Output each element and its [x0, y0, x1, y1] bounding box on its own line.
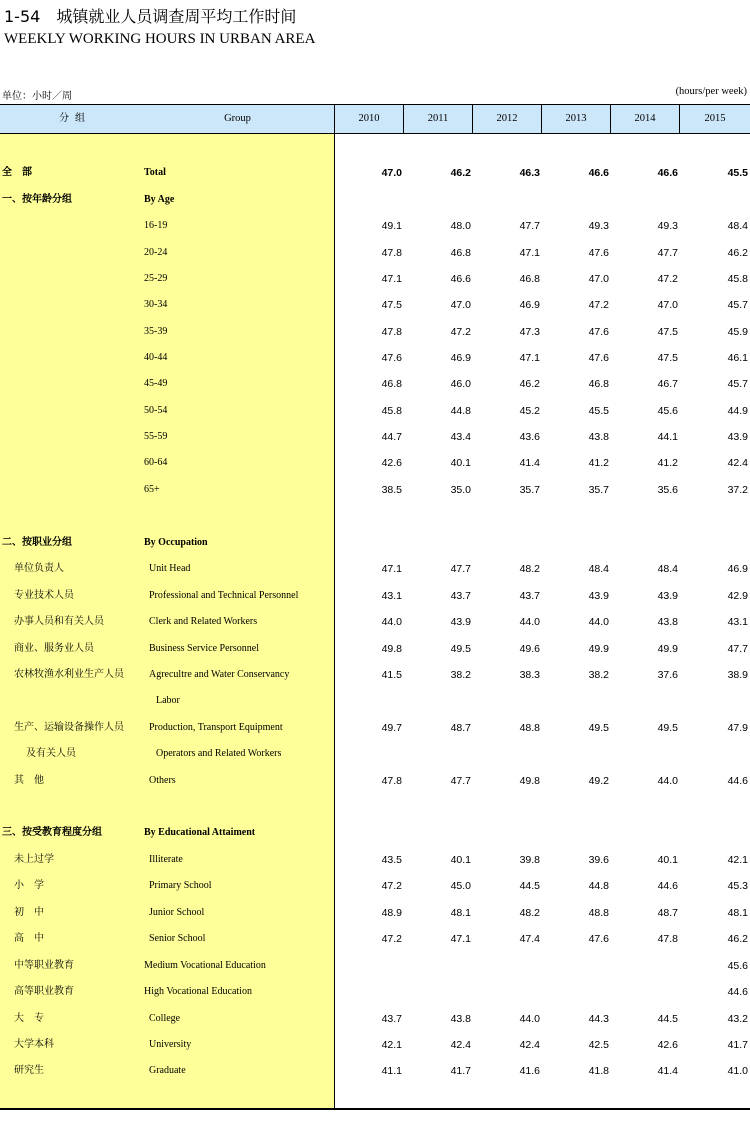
row-label-cn: 农林牧渔水利业生产人员 [14, 669, 124, 680]
cell-value-2010: 47.2 [381, 933, 402, 945]
row-label-en: Production, Transport Equipment [149, 722, 283, 733]
cell-value-2010: 49.7 [381, 722, 402, 734]
row-label-cn: 三、按受教育程度分组 [2, 827, 102, 838]
cell-value-2012: 35.7 [519, 484, 540, 496]
header-year-2012: 2012 [496, 113, 518, 124]
cell-value-2011: 40.1 [450, 854, 471, 866]
cell-value-2012: 47.1 [519, 247, 540, 259]
cell-value-2012: 39.8 [519, 854, 540, 866]
cell-value-2013: 42.5 [588, 1039, 609, 1051]
row-label-cn: 中等职业教育 [14, 960, 74, 971]
table-row [0, 666, 750, 684]
row-label-en: By Occupation [144, 537, 208, 548]
row-label-en: 30-34 [144, 299, 168, 310]
row-label-cn: 一、按年龄分组 [2, 194, 72, 205]
cell-value-2014: 46.6 [657, 167, 678, 179]
header-year-2010: 2010 [358, 113, 380, 124]
header-year-2014: 2014 [634, 113, 656, 124]
table-row [0, 402, 750, 420]
cell-value-2010: 43.1 [381, 590, 402, 602]
cell-value-2014: 43.9 [657, 590, 678, 602]
table-row [0, 454, 750, 472]
header-year-2013: 2013 [565, 113, 587, 124]
table-row [0, 164, 750, 182]
cell-value-2010: 43.5 [381, 854, 402, 866]
cell-value-2014: 40.1 [657, 854, 678, 866]
header-group-cn: 分组 [59, 113, 91, 124]
cell-value-2015: 47.9 [727, 722, 748, 734]
cell-value-2013: 49.9 [588, 643, 609, 655]
header-year-2015: 2015 [704, 113, 726, 124]
cell-value-2011: 47.7 [450, 775, 471, 787]
row-label-en: 25-29 [144, 273, 168, 284]
header-group-en: Group [224, 113, 251, 124]
cell-value-2015: 42.9 [727, 590, 748, 602]
cell-value-2014: 41.2 [657, 457, 678, 469]
cell-value-2015: 45.8 [727, 273, 748, 285]
cell-value-2011: 47.0 [450, 299, 471, 311]
row-label-cn: 初 中 [14, 907, 44, 918]
cell-value-2012: 49.8 [519, 775, 540, 787]
cell-value-2011: 49.5 [450, 643, 471, 655]
cell-value-2010: 47.2 [381, 880, 402, 892]
cell-value-2010: 45.8 [381, 405, 402, 417]
cell-value-2013: 47.0 [588, 273, 609, 285]
row-label-en: 40-44 [144, 352, 168, 363]
row-label-en: Graduate [149, 1065, 186, 1076]
cell-value-2014: 44.5 [657, 1013, 678, 1025]
cell-value-2010: 47.6 [381, 352, 402, 364]
cell-value-2011: 48.0 [450, 220, 471, 232]
table-row [0, 692, 750, 710]
cell-value-2014: 41.4 [657, 1065, 678, 1077]
unit-label-cn: 单位：小时／周 [2, 91, 72, 102]
cell-value-2012: 45.2 [519, 405, 540, 417]
cell-value-2015: 45.9 [727, 326, 748, 338]
cell-value-2013: 43.9 [588, 590, 609, 602]
table-row [0, 772, 750, 790]
cell-value-2011: 43.8 [450, 1013, 471, 1025]
cell-value-2012: 46.8 [519, 273, 540, 285]
cell-value-2012: 46.9 [519, 299, 540, 311]
cell-value-2013: 45.5 [588, 405, 609, 417]
cell-value-2010: 42.6 [381, 457, 402, 469]
cell-value-2010: 38.5 [381, 484, 402, 496]
row-label-cn: 其 他 [14, 775, 44, 786]
table-row [0, 349, 750, 367]
row-label-en: Medium Vocational Education [144, 960, 266, 971]
cell-value-2013: 41.8 [588, 1065, 609, 1077]
row-label-cn: 未上过学 [14, 854, 54, 865]
cell-value-2015: 42.1 [727, 854, 748, 866]
row-label-cn: 及有关人员 [26, 748, 76, 759]
cell-value-2010: 42.1 [381, 1039, 402, 1051]
table-row [0, 296, 750, 314]
cell-value-2014: 35.6 [657, 484, 678, 496]
row-label-en: Others [149, 775, 176, 786]
row-label-en: 35-39 [144, 326, 168, 337]
cell-value-2010: 48.9 [381, 907, 402, 919]
cell-value-2015: 45.3 [727, 880, 748, 892]
row-label-en: High Vocational Education [144, 986, 252, 997]
cell-value-2012: 44.5 [519, 880, 540, 892]
cell-value-2014: 37.6 [657, 669, 678, 681]
row-label-cn: 大 专 [14, 1013, 44, 1024]
cell-value-2010: 41.5 [381, 669, 402, 681]
table-row [0, 851, 750, 869]
cell-value-2011: 47.2 [450, 326, 471, 338]
cell-value-2011: 46.6 [450, 273, 471, 285]
cell-value-2015: 47.7 [727, 643, 748, 655]
row-label-en: 20-24 [144, 247, 168, 258]
table-row [0, 613, 750, 631]
table-row [0, 957, 750, 975]
cell-value-2015: 46.2 [727, 933, 748, 945]
cell-value-2015: 44.6 [727, 986, 748, 998]
cell-value-2015: 45.7 [727, 299, 748, 311]
table-row [0, 719, 750, 737]
cell-value-2013: 47.6 [588, 352, 609, 364]
cell-value-2012: 47.1 [519, 352, 540, 364]
cell-value-2015: 48.4 [727, 220, 748, 232]
table-row [0, 745, 750, 763]
row-label-cn: 二、按职业分组 [2, 537, 72, 548]
row-label-en: Agrecultre and Water Conservancy [149, 669, 290, 680]
cell-value-2013: 39.6 [588, 854, 609, 866]
cell-value-2012: 43.6 [519, 431, 540, 443]
cell-value-2013: 49.3 [588, 220, 609, 232]
cell-value-2012: 43.7 [519, 590, 540, 602]
header-year-2011: 2011 [427, 113, 449, 124]
cell-value-2013: 47.6 [588, 933, 609, 945]
cell-value-2015: 43.1 [727, 616, 748, 628]
cell-value-2013: 48.4 [588, 563, 609, 575]
cell-value-2014: 42.6 [657, 1039, 678, 1051]
cell-value-2014: 48.7 [657, 907, 678, 919]
row-label-cn: 小 学 [14, 880, 44, 891]
cell-value-2011: 47.1 [450, 933, 471, 945]
row-label-en: College [149, 1013, 181, 1024]
cell-value-2010: 41.1 [381, 1065, 402, 1077]
cell-value-2010: 47.5 [381, 299, 402, 311]
cell-value-2013: 48.8 [588, 907, 609, 919]
cell-value-2011: 38.2 [450, 669, 471, 681]
row-label-en: 16-19 [144, 220, 168, 231]
cell-value-2010: 49.8 [381, 643, 402, 655]
row-label-cn: 全 部 [2, 167, 32, 178]
cell-value-2014: 44.1 [657, 431, 678, 443]
cell-value-2012: 47.7 [519, 220, 540, 232]
cell-value-2010: 47.1 [381, 273, 402, 285]
cell-value-2014: 47.5 [657, 352, 678, 364]
cell-value-2012: 47.3 [519, 326, 540, 338]
row-label-en: Clerk and Related Workers [149, 616, 258, 627]
row-label-en: Total [144, 167, 166, 178]
table-row [0, 217, 750, 235]
cell-value-2013: 47.6 [588, 326, 609, 338]
cell-value-2012: 42.4 [519, 1039, 540, 1051]
cell-value-2011: 45.0 [450, 880, 471, 892]
cell-value-2013: 46.8 [588, 378, 609, 390]
cell-value-2015: 43.9 [727, 431, 748, 443]
row-label-cn: 商业、服务业人员 [14, 643, 94, 654]
cell-value-2014: 46.7 [657, 378, 678, 390]
cell-value-2011: 46.8 [450, 247, 471, 259]
cell-value-2012: 48.8 [519, 722, 540, 734]
page-title: 1-54 城镇就业人员调查周平均工作时间 [4, 7, 297, 26]
cell-value-2012: 49.6 [519, 643, 540, 655]
cell-value-2010: 49.1 [381, 220, 402, 232]
row-label-en: Primary School [149, 880, 212, 891]
cell-value-2014: 47.5 [657, 326, 678, 338]
cell-value-2014: 47.8 [657, 933, 678, 945]
cell-value-2010: 46.8 [381, 378, 402, 390]
cell-value-2012: 46.3 [519, 167, 540, 179]
cell-value-2015: 46.9 [727, 563, 748, 575]
cell-value-2012: 38.3 [519, 669, 540, 681]
row-label-en: By Educational Attaiment [144, 827, 256, 838]
cell-value-2014: 49.9 [657, 643, 678, 655]
cell-value-2015: 45.6 [727, 960, 748, 972]
table-row [0, 375, 750, 393]
cell-value-2013: 41.2 [588, 457, 609, 469]
cell-value-2015: 44.6 [727, 775, 748, 787]
cell-value-2010: 43.7 [381, 1013, 402, 1025]
table-row [0, 983, 750, 1001]
cell-value-2010: 44.0 [381, 616, 402, 628]
table-row [0, 191, 750, 209]
row-label-en: Business Service Personnel [149, 643, 259, 654]
row-label-cn: 办事人员和有关人员 [14, 616, 104, 627]
cell-value-2015: 43.2 [727, 1013, 748, 1025]
cell-value-2013: 49.5 [588, 722, 609, 734]
row-label-cn: 生产、运输设备操作人员 [14, 722, 124, 733]
table-row [0, 428, 750, 446]
cell-value-2013: 47.2 [588, 299, 609, 311]
cell-value-2013: 44.0 [588, 616, 609, 628]
page-subtitle: WEEKLY WORKING HOURS IN URBAN AREA [4, 31, 316, 47]
cell-value-2015: 48.1 [727, 907, 748, 919]
cell-value-2012: 44.0 [519, 616, 540, 628]
row-label-en: Junior School [149, 907, 205, 918]
table-row [0, 560, 750, 578]
table-row [0, 824, 750, 842]
cell-value-2015: 46.1 [727, 352, 748, 364]
row-label-cn: 专业技术人员 [14, 590, 74, 601]
table-row [0, 534, 750, 552]
cell-value-2012: 48.2 [519, 907, 540, 919]
cell-value-2013: 47.6 [588, 247, 609, 259]
cell-value-2012: 41.4 [519, 457, 540, 469]
row-label-en: Senior School [149, 933, 206, 944]
table-row [0, 1036, 750, 1054]
cell-value-2011: 48.7 [450, 722, 471, 734]
cell-value-2011: 46.9 [450, 352, 471, 364]
row-label-en: Professional and Technical Personnel [149, 590, 299, 601]
row-label-cn: 高 中 [14, 933, 44, 944]
cell-value-2013: 43.8 [588, 431, 609, 443]
cell-value-2013: 49.2 [588, 775, 609, 787]
cell-value-2011: 40.1 [450, 457, 471, 469]
cell-value-2014: 49.5 [657, 722, 678, 734]
cell-value-2012: 44.0 [519, 1013, 540, 1025]
table-row [0, 1010, 750, 1028]
row-label-cn: 研究生 [14, 1065, 44, 1076]
cell-value-2010: 47.0 [381, 167, 402, 179]
row-label-en: Labor [156, 695, 180, 706]
cell-value-2011: 46.0 [450, 378, 471, 390]
row-label-en: 55-59 [144, 431, 168, 442]
row-label-en: 45-49 [144, 378, 168, 389]
cell-value-2014: 47.2 [657, 273, 678, 285]
cell-value-2013: 44.8 [588, 880, 609, 892]
row-label-cn: 大学本科 [14, 1039, 54, 1050]
cell-value-2013: 38.2 [588, 669, 609, 681]
row-label-en: Operators and Related Workers [156, 748, 282, 759]
table-row [0, 481, 750, 499]
cell-value-2010: 47.8 [381, 326, 402, 338]
row-label-en: 50-54 [144, 405, 168, 416]
cell-value-2015: 38.9 [727, 669, 748, 681]
row-label-en: Illiterate [149, 854, 183, 865]
table-row [0, 244, 750, 262]
cell-value-2013: 46.6 [588, 167, 609, 179]
cell-value-2011: 48.1 [450, 907, 471, 919]
cell-value-2014: 44.0 [657, 775, 678, 787]
row-label-cn: 单位负责人 [14, 563, 64, 574]
cell-value-2012: 41.6 [519, 1065, 540, 1077]
cell-value-2014: 47.7 [657, 247, 678, 259]
cell-value-2014: 43.8 [657, 616, 678, 628]
cell-value-2014: 48.4 [657, 563, 678, 575]
cell-value-2012: 48.2 [519, 563, 540, 575]
cell-value-2015: 46.2 [727, 247, 748, 259]
cell-value-2010: 44.7 [381, 431, 402, 443]
cell-value-2014: 49.3 [657, 220, 678, 232]
cell-value-2014: 44.6 [657, 880, 678, 892]
table-row [0, 1062, 750, 1080]
cell-value-2010: 47.8 [381, 775, 402, 787]
unit-label-en: (hours/per week) [675, 86, 747, 97]
cell-value-2010: 47.8 [381, 247, 402, 259]
cell-value-2015: 41.7 [727, 1039, 748, 1051]
row-label-en: 60-64 [144, 457, 168, 468]
cell-value-2013: 44.3 [588, 1013, 609, 1025]
table-row [0, 587, 750, 605]
cell-value-2015: 41.0 [727, 1065, 748, 1077]
cell-value-2011: 43.7 [450, 590, 471, 602]
cell-value-2014: 47.0 [657, 299, 678, 311]
table-row [0, 270, 750, 288]
table-row [0, 640, 750, 658]
cell-value-2015: 44.9 [727, 405, 748, 417]
table-row [0, 930, 750, 948]
cell-value-2015: 45.7 [727, 378, 748, 390]
cell-value-2011: 43.9 [450, 616, 471, 628]
cell-value-2015: 42.4 [727, 457, 748, 469]
cell-value-2011: 42.4 [450, 1039, 471, 1051]
cell-value-2013: 35.7 [588, 484, 609, 496]
cell-value-2011: 46.2 [450, 167, 471, 179]
table-row [0, 877, 750, 895]
cell-value-2014: 45.6 [657, 405, 678, 417]
cell-value-2015: 45.5 [727, 167, 748, 179]
row-label-en: University [149, 1039, 192, 1050]
cell-value-2011: 35.0 [450, 484, 471, 496]
row-label-en: 65+ [144, 484, 160, 495]
row-label-en: Unit Head [149, 563, 191, 574]
cell-value-2011: 44.8 [450, 405, 471, 417]
table-header [0, 104, 750, 134]
row-label-cn: 高等职业教育 [14, 986, 74, 997]
cell-value-2011: 47.7 [450, 563, 471, 575]
cell-value-2012: 47.4 [519, 933, 540, 945]
cell-value-2010: 47.1 [381, 563, 402, 575]
cell-value-2011: 41.7 [450, 1065, 471, 1077]
cell-value-2015: 37.2 [727, 484, 748, 496]
table-bottom-rule [0, 1108, 750, 1110]
row-label-en: By Age [144, 194, 175, 205]
cell-value-2011: 43.4 [450, 431, 471, 443]
table-row [0, 904, 750, 922]
cell-value-2012: 46.2 [519, 378, 540, 390]
table-row [0, 323, 750, 341]
